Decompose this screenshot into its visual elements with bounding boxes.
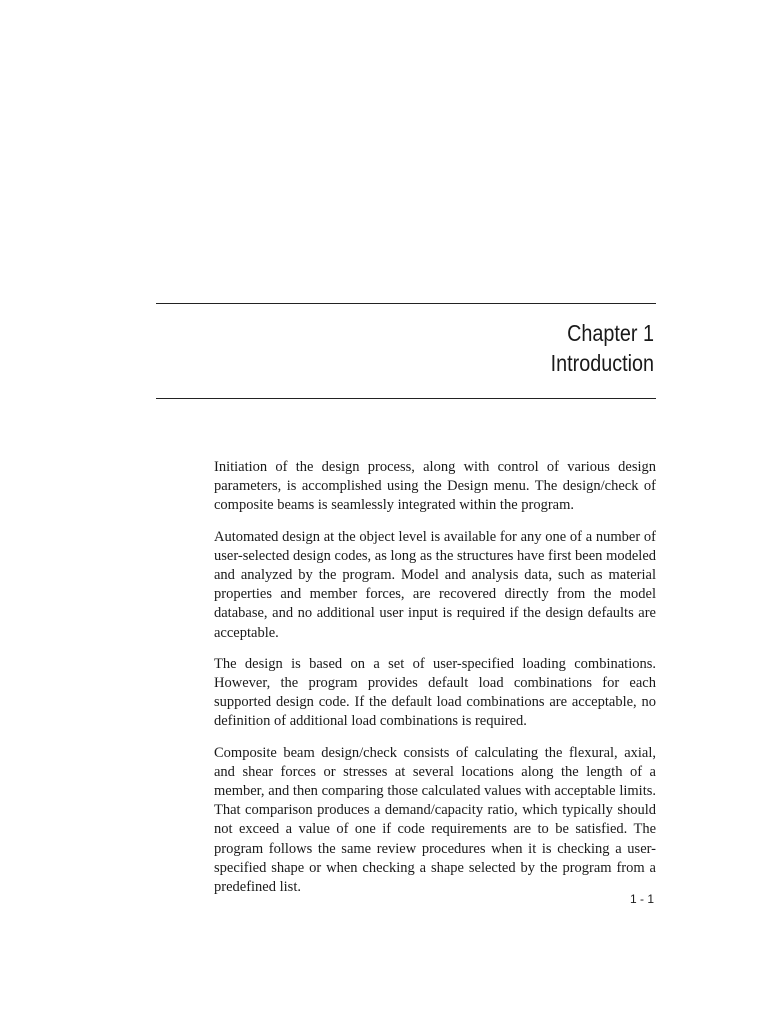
page-number: 1 - 1 <box>629 892 654 906</box>
chapter-number-label: Chapter 1 <box>567 320 654 346</box>
paragraph: Automated design at the object level is available for any one of a number of user-selected design codes, as long as the structures have first been modeled and analyzed by the program. Model and analysis data, such as material properties and member forces, are recovered directly from the model database, and no additional user input is required if the design defaults are acceptable. <box>214 528 656 641</box>
chapter-heading <box>310 318 654 378</box>
header-rule-bottom <box>156 398 656 399</box>
body-text <box>214 458 656 909</box>
paragraph: Initiation of the design process, along with control of various design parameters, is accomplished using the Design menu. The design/check of composite beams is seamlessly integrated within the program. <box>214 459 656 514</box>
header-rule-top <box>156 303 656 304</box>
chapter-title: Introduction <box>550 350 654 376</box>
paragraph: The design is based on a set of user-specified loading combinations. However, the program provides default load combinations for each supported design code. If the default load combinations are acceptable, no definition of additional load combinations is required. <box>214 655 656 730</box>
paragraph: Composite beam design/check consists of calculating the flexural, axial, and shear forces or stresses at several locations along the length of a member, and then comparing those calculated values with acceptable limits. That comparison produces a demand/capacity ratio, which typically should not exceed a value of one if code requirements are to be satisfied. The program follows the same review procedures when it is checking a user-specified shape or when checking a shape selected by the program from a predefined list. <box>214 744 656 896</box>
